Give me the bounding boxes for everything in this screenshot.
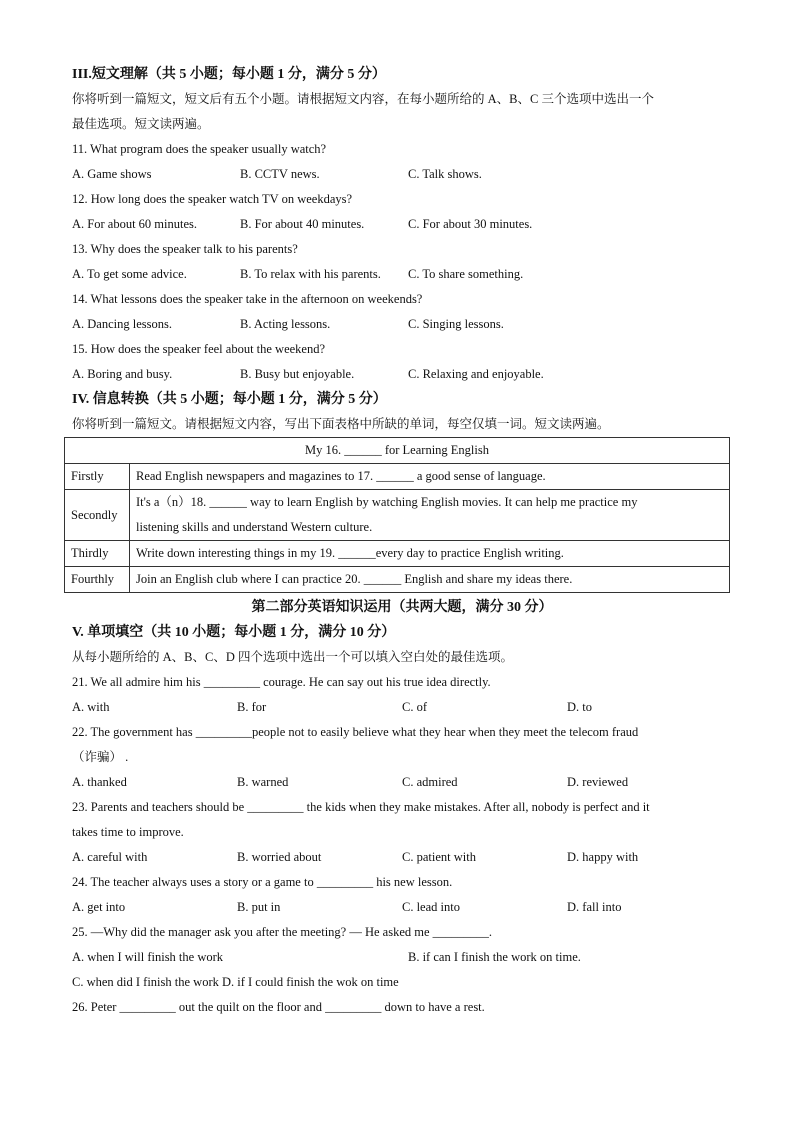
section-5-instruction: 从每小题所给的 A、B、C、D 四个选项中选出一个可以填入空白处的最佳选项。 — [72, 650, 513, 664]
option-c: C. Singing lessons. — [408, 317, 504, 331]
options-25 — [72, 945, 732, 970]
option-c: C. patient with — [402, 850, 476, 864]
info-table — [64, 437, 730, 593]
row-label: Firstly — [65, 464, 130, 490]
part-2-title: 第二部分英语知识运用（共两大题，满分 30 分） — [251, 600, 553, 615]
question-26: 26. Peter _________ out the quilt on the floor and _________ down to have a rest. — [72, 1000, 485, 1014]
question-22-cont: （诈骗） . — [72, 750, 129, 764]
question-15: 15. How does the speaker feel about the weekend? — [72, 342, 326, 356]
question-11: 11. What program does the speaker usually watch? — [72, 142, 327, 156]
table-row — [65, 490, 730, 541]
option-a: A. when I will finish the work — [72, 950, 224, 964]
option-d: D. to — [567, 700, 592, 714]
option-a: A. Boring and busy. — [72, 367, 173, 381]
question-21: 21. We all admire him his _________ courage. He can say out his true idea directly. — [72, 675, 491, 689]
option-b: B. for — [237, 700, 267, 714]
question-13: 13. Why does the speaker talk to his parents? — [72, 242, 298, 256]
options-15 — [72, 362, 732, 387]
option-a: A. careful with — [72, 850, 148, 864]
table-row — [65, 541, 730, 567]
row-text: Join an English club where I can practice 20. ______ English and share my ideas there. — [130, 567, 730, 593]
table-row — [65, 567, 730, 593]
row-label: Fourthly — [65, 567, 130, 593]
question-23-cont: takes time to improve. — [72, 825, 184, 839]
section-3-instruction: 你将听到一篇短文，短文后有五个小题。请根据短文内容，在每小题所给的 A、B、C 三个选项中选出一个 — [72, 92, 654, 106]
section-5-title: V. 单项填空（共 10 小题；每小题 1 分，满分 10 分） — [72, 625, 396, 640]
section-3-title: III.短文理解（共 5 小题；每小题 1 分，满分 5 分） — [72, 67, 386, 82]
row-label: Secondly — [65, 490, 130, 541]
option-a: A. with — [72, 700, 110, 714]
option-c: C. lead into — [402, 900, 460, 914]
option-b: B. CCTV news. — [240, 167, 320, 181]
option-c: C. For about 30 minutes. — [408, 217, 533, 231]
option-a: A. Game shows — [72, 167, 152, 181]
row-text-line: listening skills and understand Western culture. — [136, 520, 373, 534]
option-b: B. For about 40 minutes. — [240, 217, 365, 231]
option-c: C. admired — [402, 775, 458, 789]
option-b: B. To relax with his parents. — [240, 267, 381, 281]
options-25-cd: C. when did I finish the work D. if I could finish the wok on time — [72, 975, 399, 989]
option-b: B. Acting lessons. — [240, 317, 331, 331]
question-22: 22. The government has _________people not to easily believe what they hear when they meet the telecom fraud — [72, 725, 639, 739]
option-b: B. put in — [237, 900, 281, 914]
row-text-line: It's a（n）18. ______ way to learn English by watching English movies. It can help me practice my — [136, 495, 638, 509]
table-title: My 16. ______ for Learning English — [65, 438, 730, 464]
option-b: B. if can I finish the work on time. — [408, 950, 581, 964]
question-14: 14. What lessons does the speaker take in the afternoon on weekends? — [72, 292, 423, 306]
options-21 — [72, 695, 732, 720]
option-c: C. To share something. — [408, 267, 524, 281]
row-label: Thirdly — [65, 541, 130, 567]
row-text: Read English newspapers and magazines to 17. ______ a good sense of language. — [130, 464, 730, 490]
option-a: A. For about 60 minutes. — [72, 217, 197, 231]
option-d: D. happy with — [567, 850, 639, 864]
options-12 — [72, 212, 732, 237]
option-a: A. get into — [72, 900, 126, 914]
option-b: B. warned — [237, 775, 289, 789]
section-4-instruction: 你将听到一篇短文。请根据短文内容，写出下面表格中所缺的单词，每空仅填一词。短文读两遍。 — [72, 417, 610, 431]
row-text — [130, 490, 730, 541]
option-a: A. To get some advice. — [72, 267, 187, 281]
section-3-instruction-cont: 最佳选项。短文读两遍。 — [72, 117, 210, 131]
option-b: B. Busy but enjoyable. — [240, 367, 355, 381]
option-d: D. reviewed — [567, 775, 629, 789]
options-23 — [72, 845, 732, 870]
table-row — [65, 438, 730, 464]
option-a: A. thanked — [72, 775, 127, 789]
options-11 — [72, 162, 732, 187]
option-b: B. worried about — [237, 850, 322, 864]
question-23: 23. Parents and teachers should be _________ the kids when they make mistakes. After all, nobody is perfect and it — [72, 800, 650, 814]
options-24 — [72, 895, 732, 920]
options-22 — [72, 770, 732, 795]
option-c: C. Relaxing and enjoyable. — [408, 367, 544, 381]
question-24: 24. The teacher always uses a story or a game to _________ his new lesson. — [72, 875, 453, 889]
options-13 — [72, 262, 732, 287]
option-a: A. Dancing lessons. — [72, 317, 172, 331]
question-25: 25. —Why did the manager ask you after the meeting? — He asked me _________. — [72, 925, 493, 939]
options-14 — [72, 312, 732, 337]
question-12: 12. How long does the speaker watch TV on weekdays? — [72, 192, 353, 206]
table-row — [65, 464, 730, 490]
option-c: C. of — [402, 700, 427, 714]
option-d: D. fall into — [567, 900, 622, 914]
row-text: Write down interesting things in my 19. ______every day to practice English writing. — [130, 541, 730, 567]
section-4-title: IV. 信息转换（共 5 小题；每小题 1 分，满分 5 分） — [72, 392, 387, 407]
exam-page — [72, 62, 732, 1020]
option-c: C. Talk shows. — [408, 167, 482, 181]
